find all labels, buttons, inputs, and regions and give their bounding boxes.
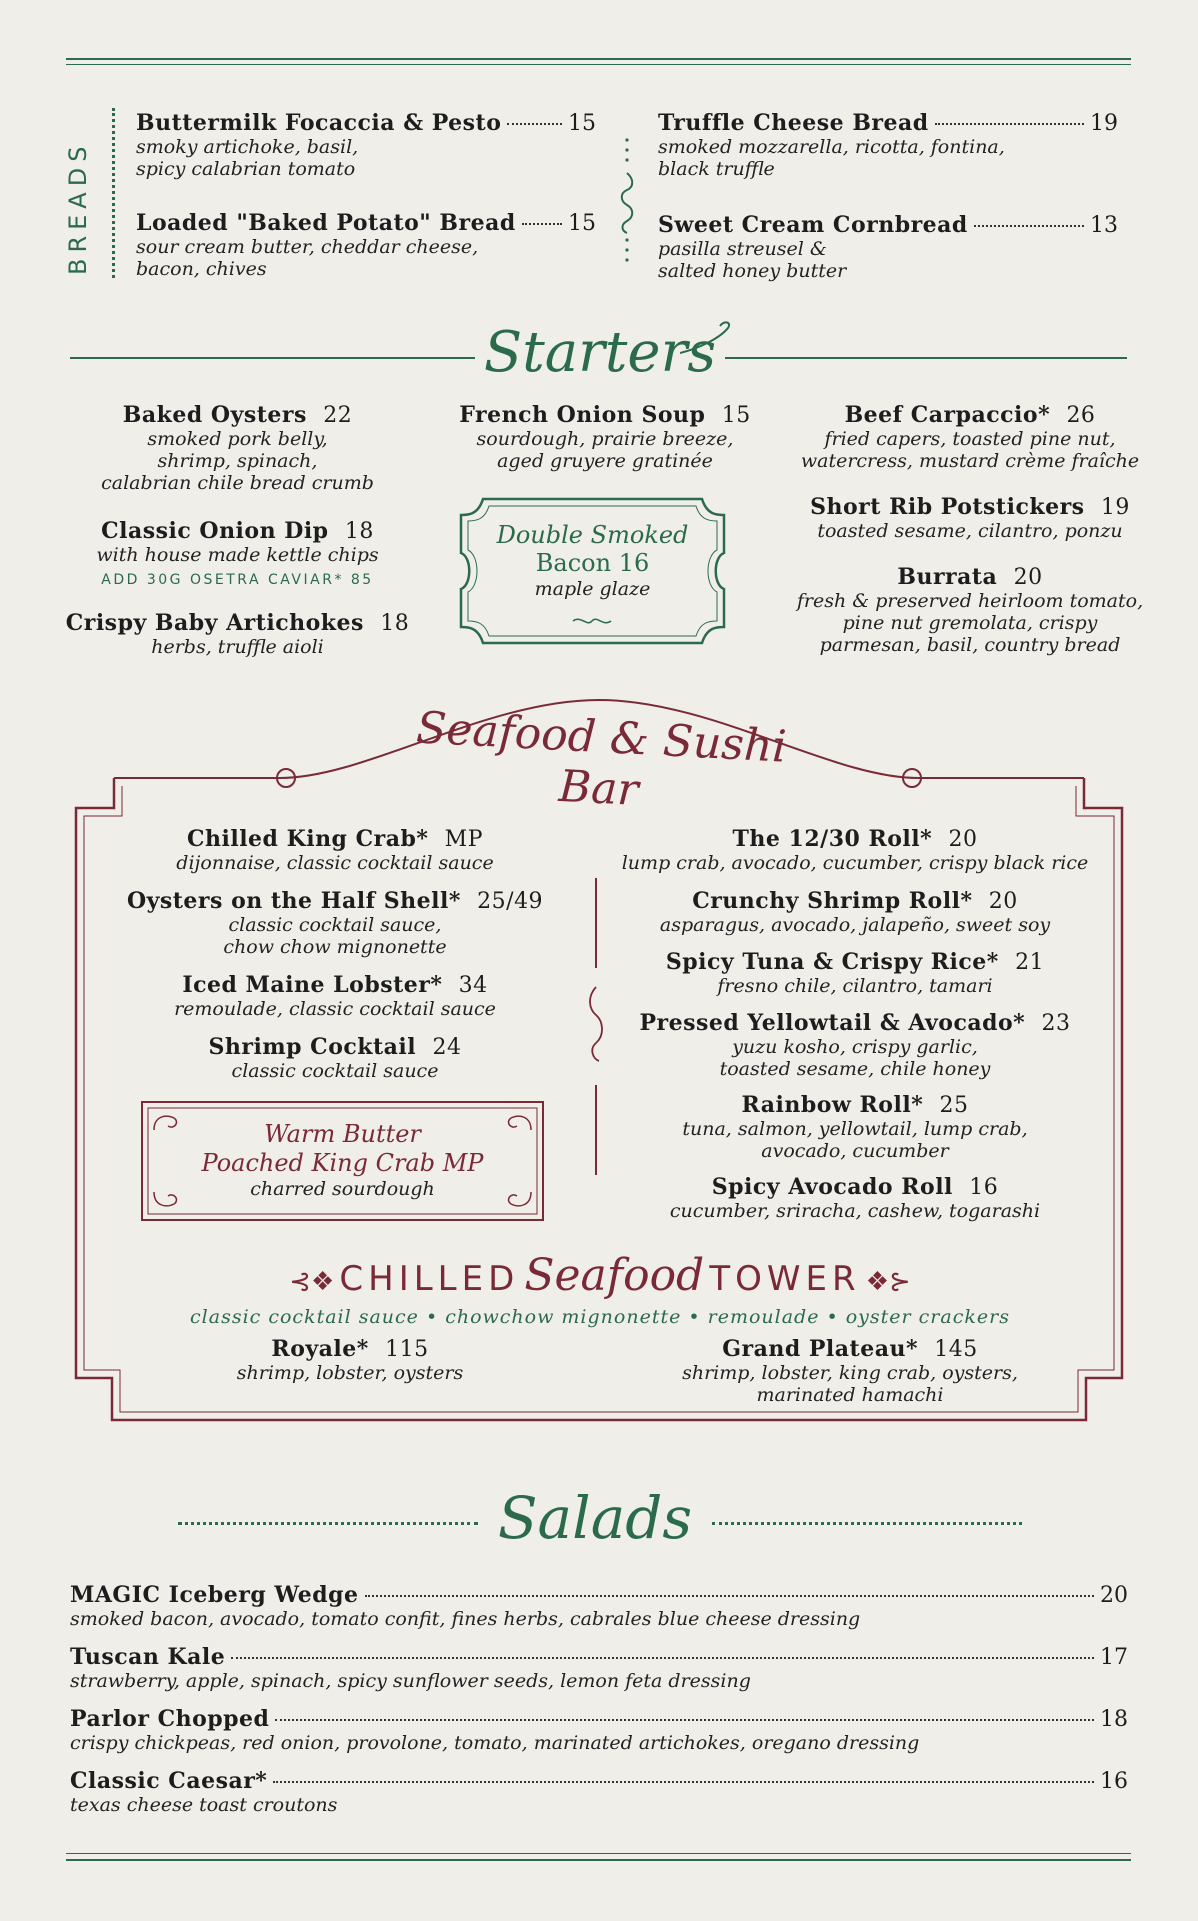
- seafood-divider-bottom: [595, 1085, 597, 1175]
- breads-label: BREADS: [64, 140, 92, 275]
- item-price: 34: [458, 973, 488, 998]
- leader-dots: [507, 123, 562, 125]
- item-desc: shrimp, lobster, oysters: [236, 1362, 464, 1384]
- starter-item: [50, 610, 425, 658]
- tower-item: [150, 1336, 550, 1384]
- item-name: Shrimp Cocktail: [208, 1034, 417, 1060]
- item-name: Oysters on the Half Shell*: [126, 888, 461, 914]
- leader-dots: [273, 1781, 1094, 1783]
- item-name: Crunchy Shrimp Roll*: [692, 888, 973, 914]
- item-price: 115: [385, 1337, 429, 1362]
- tower-heading: [160, 1250, 1040, 1301]
- item-name: The 12/30 Roll*: [732, 826, 933, 852]
- item-name: Royale*: [271, 1336, 369, 1362]
- item-desc: cucumber, sriracha, cashew, togarashi: [669, 1200, 1041, 1222]
- item-desc: fresh & preserved heirloom tomato, pine nut gremolata, crispy parmesan, basil, country bread: [796, 590, 1144, 656]
- item-price: 15: [721, 403, 751, 428]
- tower-ornament-left-icon: ⊰❖: [289, 1267, 335, 1297]
- item-name: Pressed Yellowtail & Avocado*: [639, 1010, 1026, 1036]
- seafood-item: [115, 972, 555, 1020]
- salad-item: [70, 1644, 1128, 1692]
- leader-dots: [231, 1657, 1094, 1659]
- bottom-rule: [66, 1853, 1131, 1854]
- item-price: 21: [1015, 950, 1045, 975]
- bacon-feature-title: [470, 521, 715, 577]
- item-name: Crispy Baby Artichokes: [65, 610, 364, 636]
- item-name: Rainbow Roll*: [741, 1092, 924, 1118]
- salads-rule-right: [712, 1522, 1022, 1525]
- starter-item: [785, 564, 1155, 656]
- item-name: Spicy Avocado Roll: [711, 1174, 953, 1200]
- crab-feature-title: [150, 1120, 535, 1178]
- item-desc: smoky artichoke, basil, spicy calabrian tomato: [136, 136, 359, 180]
- bacon-feature-desc: maple glaze: [534, 578, 651, 600]
- item-desc: smoked bacon, avocado, tomato confit, fines herbs, cabrales blue cheese dressing: [70, 1608, 861, 1630]
- starter-item: [785, 494, 1155, 542]
- item-price: 19: [1100, 495, 1130, 520]
- item-desc: strawberry, apple, spinach, spicy sunflower seeds, lemon feta dressing: [70, 1670, 751, 1692]
- item-desc: pasilla streusel & salted honey butter: [658, 238, 847, 282]
- salad-item: [70, 1706, 1128, 1754]
- bread-item: [136, 210, 596, 280]
- feature-line2: Bacon 16: [535, 549, 650, 577]
- top-rule: [66, 58, 1131, 60]
- item-desc: herbs, truffle aioli: [151, 636, 324, 658]
- sushi-item: [615, 826, 1095, 874]
- item-name: Grand Plateau*: [722, 1336, 918, 1362]
- caviar-addon: ADD 30G OSETRA CAVIAR* 85: [101, 572, 374, 588]
- item-price: 16: [1100, 1769, 1128, 1794]
- item-price: 23: [1041, 1011, 1071, 1036]
- leader-dots: [365, 1595, 1094, 1597]
- item-name: Beef Carpaccio*: [844, 402, 1051, 428]
- item-desc: sour cream butter, cheddar cheese, bacon, chives: [136, 236, 479, 280]
- item-price: 15: [568, 111, 596, 136]
- seafood-title: Seafood & Sushi Bar: [415, 702, 788, 817]
- item-name: Tuscan Kale: [70, 1644, 226, 1670]
- starter-item: [60, 518, 415, 588]
- leader-dots: [522, 223, 562, 225]
- seafood-divider-top: [595, 878, 597, 968]
- item-price: 18: [1100, 1707, 1128, 1732]
- item-name: Spicy Tuna & Crispy Rice*: [665, 949, 999, 975]
- item-desc: crispy chickpeas, red onion, provolone, tomato, marinated artichokes, oregano dressing: [70, 1732, 920, 1754]
- item-desc: tuna, salmon, yellowtail, lump crab, avocado, cucumber: [682, 1118, 1028, 1162]
- item-price: 18: [344, 519, 374, 544]
- top-rule-inner: [66, 64, 1131, 65]
- item-price: 20: [1100, 1583, 1128, 1608]
- bread-item: [658, 212, 1118, 282]
- item-price: 13: [1090, 213, 1118, 238]
- tower-sauces: classic cocktail sauce • chowchow mignonette • remoulade • oyster crackers: [190, 1306, 1010, 1328]
- item-price: 19: [1090, 111, 1118, 136]
- item-name: Baked Oysters: [122, 402, 307, 428]
- item-desc: shrimp, lobster, king crab, oysters, marinated hamachi: [682, 1362, 1018, 1406]
- item-desc: remoulade, classic cocktail sauce: [174, 998, 496, 1020]
- item-desc: sourdough, prairie breeze, aged gruyere gratinée: [476, 428, 734, 472]
- item-name: Classic Caesar*: [70, 1768, 268, 1794]
- tower-word2: Seafood: [524, 1250, 705, 1301]
- item-desc: dijonnaise, classic cocktail sauce: [176, 852, 494, 874]
- item-desc: fried capers, toasted pine nut, watercress, mustard crème fraîche: [800, 428, 1140, 472]
- item-price: 18: [380, 611, 410, 636]
- item-price: 20: [988, 889, 1018, 914]
- leader-dots: [275, 1719, 1094, 1721]
- tower-ornament-right-icon: ❖⊱: [865, 1267, 911, 1297]
- starter-item: [785, 402, 1155, 472]
- item-price: 16: [969, 1175, 999, 1200]
- salad-item: [70, 1582, 1128, 1630]
- item-price: 24: [432, 1035, 462, 1060]
- item-desc: lump crab, avocado, cucumber, crispy black rice: [621, 852, 1089, 874]
- item-price: 15: [568, 211, 596, 236]
- sushi-item: [615, 1174, 1095, 1222]
- tower-word1: CHILLED: [339, 1259, 520, 1299]
- item-price: 20: [948, 827, 978, 852]
- item-desc: with house made kettle chips: [96, 544, 379, 566]
- feature-line1: Double Smoked: [496, 521, 689, 549]
- item-price: 17: [1100, 1645, 1128, 1670]
- item-name: Buttermilk Focaccia & Pesto: [136, 110, 502, 136]
- bottom-rule-outer: [66, 1859, 1131, 1861]
- feature-line1: Warm Butter: [264, 1120, 421, 1148]
- sushi-item: [615, 949, 1095, 997]
- seafood-divider-ornament: [585, 985, 607, 1065]
- feature-line2: Poached King Crab MP: [201, 1149, 484, 1177]
- item-price: 26: [1066, 403, 1096, 428]
- seafood-item: [115, 1034, 555, 1082]
- sushi-item: [615, 1092, 1095, 1162]
- item-name: Loaded "Baked Potato" Bread: [136, 210, 516, 236]
- item-desc: classic cocktail sauce: [231, 1060, 439, 1082]
- item-name: French Onion Soup: [459, 402, 706, 428]
- breads-center-ornament: [620, 135, 634, 265]
- item-desc: classic cocktail sauce, chow chow mignonette: [223, 914, 447, 958]
- bread-item: [136, 110, 596, 180]
- item-desc: yuzu kosho, crispy garlic, toasted sesame, chile honey: [719, 1036, 991, 1080]
- seafood-item: [115, 826, 555, 874]
- tower-item: [640, 1336, 1060, 1406]
- sushi-item: [615, 888, 1095, 936]
- item-price: MP: [444, 827, 484, 852]
- leader-dots: [935, 123, 1084, 125]
- starters-title: Starters: [483, 320, 717, 385]
- item-name: Sweet Cream Cornbread: [658, 212, 968, 238]
- item-name: MAGIC Iceberg Wedge: [70, 1582, 359, 1608]
- salad-item: [70, 1768, 1128, 1816]
- starter-item: [440, 402, 770, 472]
- item-price: 25: [939, 1093, 969, 1118]
- item-desc: fresno chile, cilantro, tamari: [717, 975, 993, 997]
- item-name: Chilled King Crab*: [186, 826, 429, 852]
- tower-word3: TOWER: [709, 1259, 861, 1299]
- item-name: Iced Maine Lobster*: [182, 972, 443, 998]
- breads-divider-left: [112, 108, 115, 278]
- item-price: 22: [323, 403, 353, 428]
- starters-flourish: [680, 318, 740, 358]
- seafood-item: [115, 888, 555, 958]
- item-desc: smoked pork belly, shrimp, spinach, calabrian chile bread crumb: [101, 428, 374, 494]
- salads-rule-left: [178, 1522, 478, 1525]
- bread-item: [658, 110, 1118, 180]
- sushi-item: [615, 1010, 1095, 1080]
- item-name: Short Rib Potstickers: [810, 494, 1085, 520]
- item-name: Parlor Chopped: [70, 1706, 270, 1732]
- item-name: Burrata: [897, 564, 998, 590]
- item-desc: texas cheese toast croutons: [70, 1794, 338, 1816]
- starters-rule-right: [725, 357, 1127, 359]
- item-price: 25/49: [477, 889, 544, 914]
- item-desc: asparagus, avocado, jalapeño, sweet soy: [659, 914, 1051, 936]
- item-name: Truffle Cheese Bread: [658, 110, 929, 136]
- item-desc: smoked mozzarella, ricotta, fontina, black truffle: [658, 136, 1005, 180]
- item-name: Classic Onion Dip: [101, 518, 329, 544]
- starter-item: [60, 402, 415, 494]
- item-price: 20: [1013, 565, 1043, 590]
- item-price: 145: [934, 1337, 978, 1362]
- item-desc: toasted sesame, cilantro, ponzu: [817, 520, 1123, 542]
- starters-rule-left: [70, 357, 475, 359]
- leader-dots: [974, 225, 1084, 227]
- salads-title: Salads: [497, 1484, 693, 1552]
- crab-feature-desc: charred sourdough: [250, 1178, 435, 1200]
